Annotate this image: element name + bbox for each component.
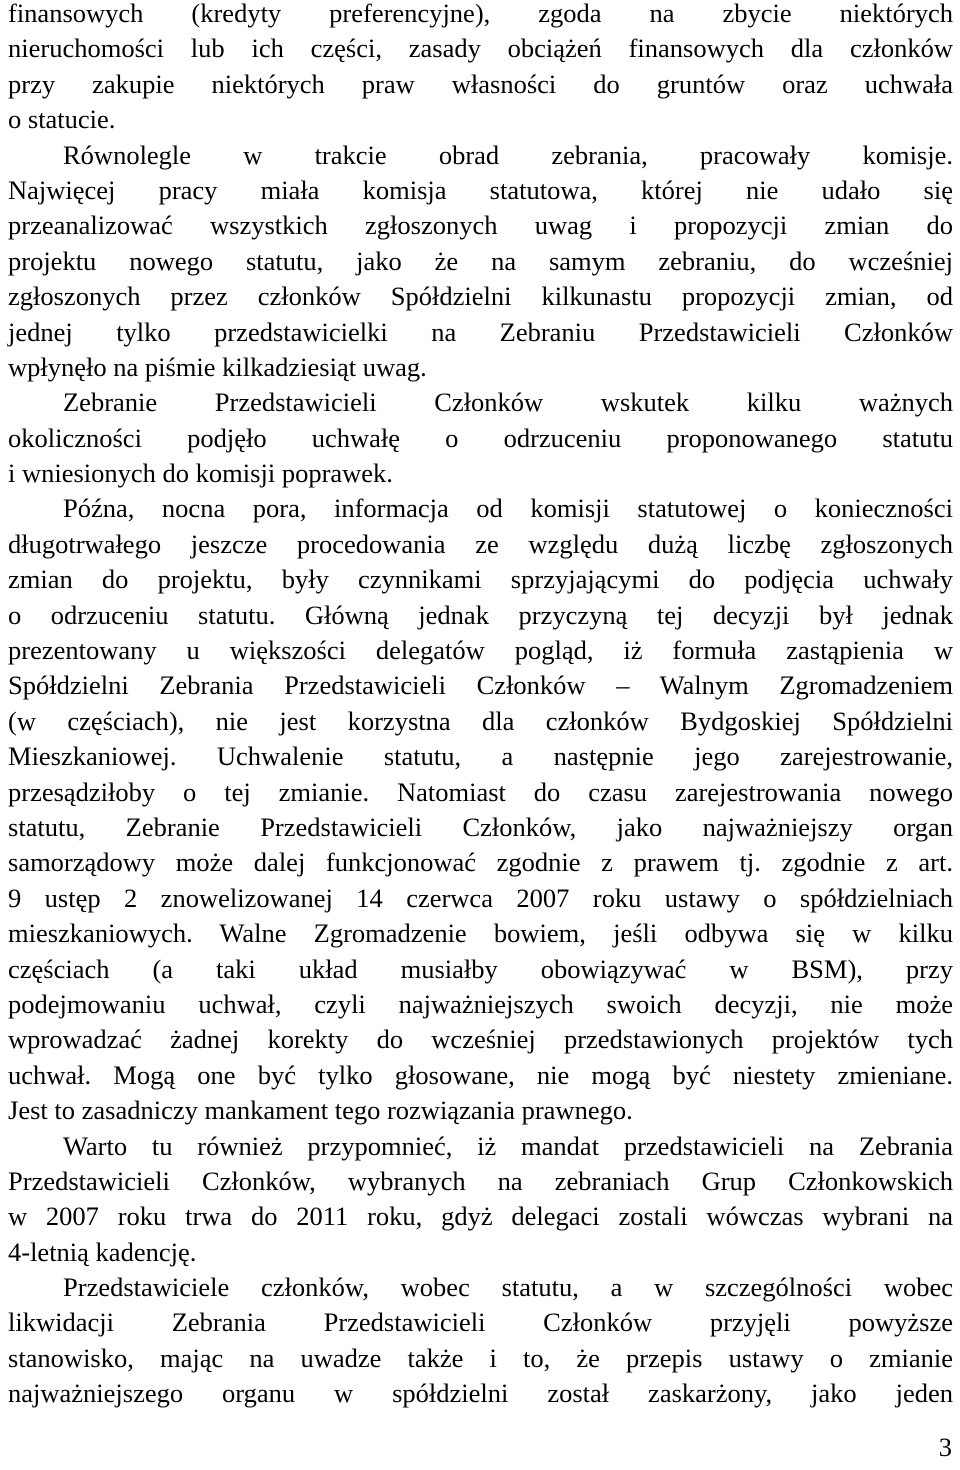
text-line: podejmowaniu uchwał, czyli najważniejszych swoich decyzji, nie może [8,988,953,1019]
text-line: projektu nowego statutu, jako że na samym zebraniu, do wcześniej [8,245,953,276]
page-number: 3 [938,1432,952,1462]
text-line: przy zakupie niektórych praw własności do gruntów oraz uchwała [8,68,953,99]
text-line: jednej tylko przedstawicielki na Zebraniu Przedstawicieli Członków [8,316,953,347]
text-line: zgłoszonych przez członków Spółdzielni kilkunastu propozycji zmian, od [8,281,953,312]
text-line: wprowadzać żadnej korekty do wcześniej przedstawionych projektów tych [8,1024,953,1055]
text-line: 9 ustęp 2 znowelizowanej 14 czerwca 2007 roku ustawy o spółdzielniach [8,882,953,913]
text-line: Późna, nocna pora, informacja od komisji statutowej o konieczności [63,493,953,524]
text-line: okoliczności podjęło uchwałę o odrzuceniu proponowanego statutu [8,422,953,453]
text-line: częściach (a taki układ musiałby obowiązywać w BSM), przy [8,953,953,984]
text-line: o statucie. [8,104,116,135]
text-line: o odrzuceniu statutu. Główną jednak przyczyną tej decyzji był jednak [8,599,953,630]
text-line: wpłynęło na piśmie kilkadziesiąt uwag. [8,351,427,382]
text-line: likwidacji Zebrania Przedstawicieli Członków przyjęli powyższe [8,1307,953,1338]
text-line: Mieszkaniowej. Uchwalenie statutu, a następnie jego zarejestrowanie, [8,741,953,772]
text-line: Równolegle w trakcie obrad zebrania, pracowały komisje. [63,139,953,170]
text-line: długotrwałego jeszcze procedowania ze względu dużą liczbę zgłoszonych [8,528,953,559]
text-line: (w częściach), nie jest korzystna dla członków Bydgoskiej Spółdzielni [8,705,953,736]
text-line: i wniesionych do komisji poprawek. [8,458,393,489]
text-line: uchwał. Mogą one być tylko głosowane, nie mogą być niestety zmieniane. [8,1059,953,1090]
text-line: statutu, Zebranie Przedstawicieli Członków, jako najważniejszy organ [8,811,953,842]
text-line: Najwięcej pracy miała komisja statutowa, której nie udało się [8,174,953,205]
text-line: 4-letnią kadencję. [8,1236,197,1267]
text-line: zmian do projektu, były czynnikami sprzyjającymi do podjęcia uchwały [8,564,953,595]
text-line: Przedstawicieli Członków, wybranych na zebraniach Grup Członkowskich [8,1165,953,1196]
text-line: mieszkaniowych. Walne Zgromadzenie bowiem, jeśli odbywa się w kilku [8,918,953,949]
text-line: najważniejszego organu w spółdzielni został zaskarżony, jako jeden [8,1378,953,1409]
text-line: przeanalizować wszystkich zgłoszonych uwag i propozycji zmian do [8,210,953,241]
text-line: samorządowy może dalej funkcjonować zgodnie z prawem tj. zgodnie z art. [8,847,953,878]
text-line: przesądziłoby o tej zmianie. Natomiast do czasu zarejestrowania nowego [8,776,953,807]
text-line: Przedstawiciele członków, wobec statutu, a w szczególności wobec [63,1272,953,1303]
body-text [8,0,953,1412]
text-line: stanowisko, mając na uwadze także i to, że przepis ustawy o zmianie [8,1342,953,1373]
text-line: finansowych (kredyty preferencyjne), zgoda na zbycie niektórych [8,0,953,28]
text-line: prezentowany u większości delegatów pogląd, iż formuła zastąpienia w [8,635,953,666]
text-line: Jest to zasadniczy mankament tego rozwiązania prawnego. [8,1095,633,1126]
text-line: Warto tu również przypomnieć, iż mandat przedstawicieli na Zebrania [63,1130,953,1161]
text-line: nieruchomości lub ich części, zasady obciążeń finansowych dla członków [8,33,953,64]
text-line: w 2007 roku trwa do 2011 roku, gdyż delegaci zostali wówczas wybrani na [8,1201,953,1232]
text-line: Zebranie Przedstawicieli Członków wskutek kilku ważnych [63,387,953,418]
text-line: Spółdzielni Zebrania Przedstawicieli Członków – Walnym Zgromadzeniem [8,670,953,701]
